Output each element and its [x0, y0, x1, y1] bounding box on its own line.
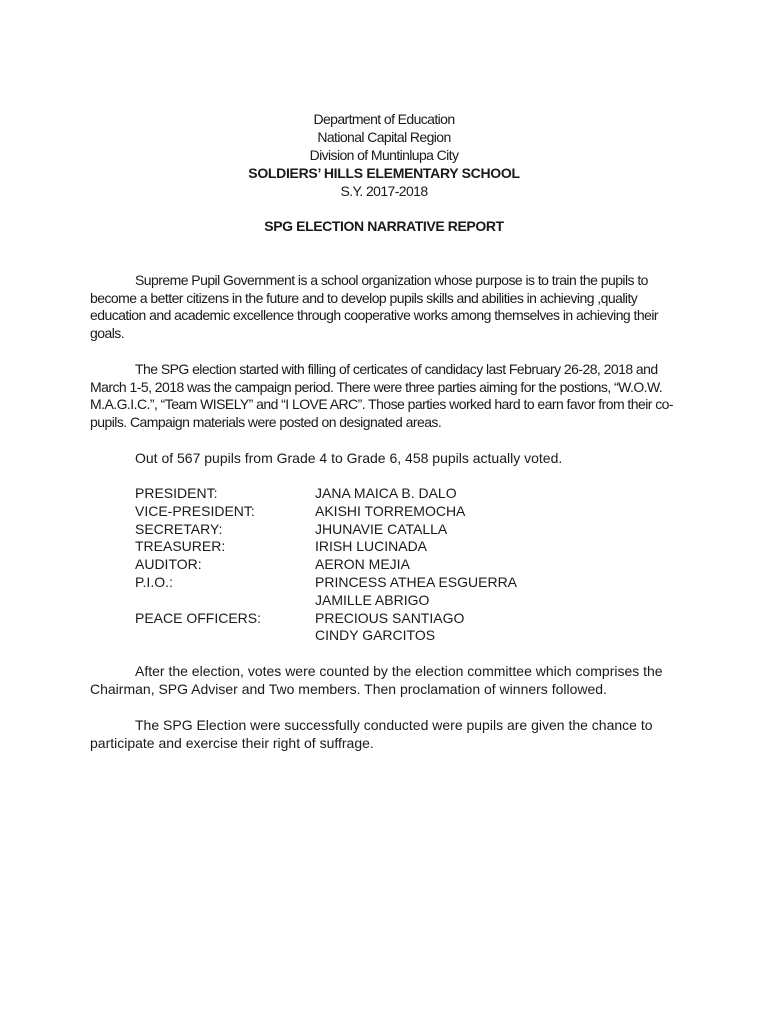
paragraph-purpose: Supreme Pupil Government is a school organization whose purpose is to train the pupils to become a better citizens in the future and to develop pupils skills and abilities in achieving ,quality education and academic excellence through cooperative works among themselves in achieving their goals. — [90, 272, 658, 341]
officer-row — [135, 610, 517, 628]
officer-position: TREASURER: — [135, 538, 226, 555]
officer-position: AUDITOR: — [135, 556, 202, 573]
officer-position — [135, 592, 315, 610]
officer-name: JANA MAICA B. DALO — [315, 485, 457, 501]
officer-row — [135, 574, 517, 592]
officer-position — [135, 627, 315, 645]
paragraph-turnout: Out of 567 pupils from Grade 4 to Grade 6, 458 pupils actually voted. — [135, 450, 563, 466]
officer-position: PEACE OFFICERS: — [135, 609, 262, 626]
paragraph-conclusion: The SPG Election were successfully conducted were pupils are given the chance to participate and exercise their right of suffrage. — [90, 717, 653, 751]
school-year: S.Y. 2017-2018 — [340, 183, 428, 199]
officer-name: AKISHI TORREMOCHA — [315, 502, 466, 519]
officers-list — [135, 485, 517, 645]
report-title: SPG ELECTION NARRATIVE REPORT — [264, 218, 504, 234]
officer-name: AERON MEJIA — [315, 556, 410, 573]
division-name: Division of Muntinlupa City — [309, 147, 459, 163]
officer-name: IRISH LUCINADA — [315, 538, 428, 555]
letterhead — [0, 110, 768, 200]
officer-position: PRESIDENT: — [135, 485, 218, 501]
department-name: Department of Education — [313, 111, 455, 127]
region-name: National Capital Region — [317, 129, 451, 145]
officer-position: SECRETARY: — [135, 520, 223, 537]
officer-row — [135, 503, 517, 521]
officer-name: PRECIOUS SANTIAGO — [315, 609, 465, 626]
officer-name: JAMILLE ABRIGO — [315, 591, 430, 608]
officer-row — [135, 627, 517, 645]
officer-position: VICE-PRESIDENT: — [135, 502, 255, 519]
officer-row — [135, 521, 517, 539]
officer-name: CINDY GARCITOS — [315, 627, 436, 644]
officer-row — [135, 592, 517, 610]
officer-name: PRINCESS ATHEA ESGUERRA — [315, 573, 518, 590]
officer-row — [135, 538, 517, 556]
paragraph-counting: After the election, votes were counted by the election committee which comprises the Chairman, SPG Adviser and Two members. Then proclamation of winners followed. — [90, 663, 663, 697]
officer-name: JHUNAVIE CATALLA — [315, 520, 448, 537]
officer-row — [135, 485, 517, 503]
officer-row — [135, 556, 517, 574]
paragraph-campaign: The SPG election started with filling of certicates of candidacy last February 26-28, 2018 and March 1-5, 2018 was the campaign period. There were three parties aiming for the postions, “W.O.W. M.A.G.I.C.”, “Team WISELY” and “I LOVE ARC”. Those parties worked hard to earn favor from their co-pupils. Campaign materials were posted on designated areas. — [90, 361, 674, 430]
officer-position: P.I.O.: — [135, 573, 173, 590]
school-name: SOLDIERS’ HILLS ELEMENTARY SCHOOL — [248, 165, 520, 181]
